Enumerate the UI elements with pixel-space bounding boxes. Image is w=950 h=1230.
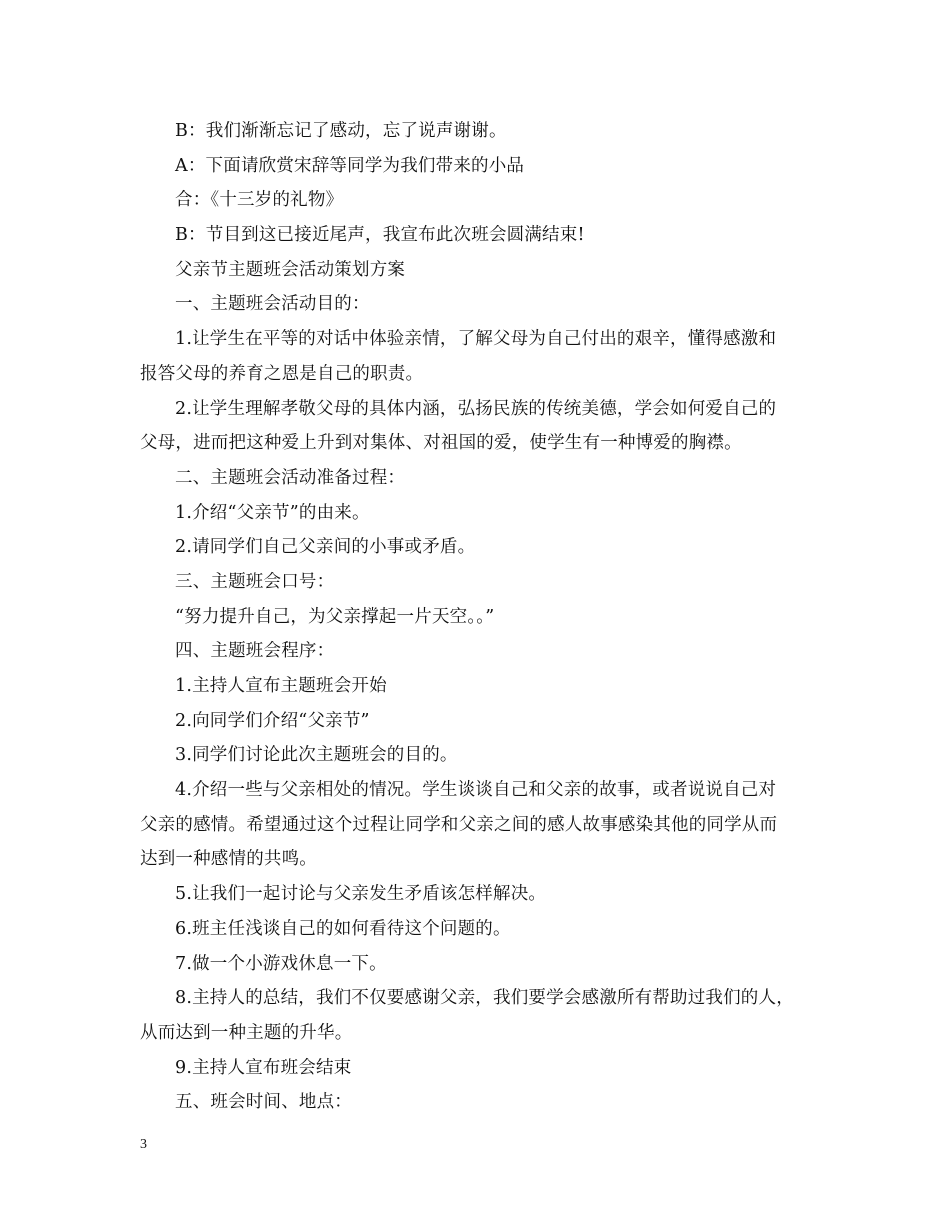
- text-line: 2.请同学们自己父亲间的小事或矛盾。: [175, 537, 476, 558]
- page-number: 3: [140, 1137, 147, 1152]
- text-line: 4.介绍一些与父亲相处的情况。学生谈谈自己和父亲的故事，或者说说自己对: [175, 780, 777, 801]
- text-line: 达到一种感情的共鸣。: [140, 849, 317, 870]
- document-body: [140, 114, 830, 1120]
- text-line: 1.主持人宣布主题班会开始: [175, 676, 387, 696]
- text-line: 一、主题班会活动目的：: [175, 294, 370, 315]
- text-line: 5.让我们一起讨论与父亲发生矛盾该怎样解决。: [175, 884, 547, 905]
- text-line: 父亲的感情。希望通过这个过程让同学和父亲之间的感人故事感染其他的同学从而: [140, 814, 778, 835]
- text-line: B：我们渐渐忘记了感动，忘了说声谢谢。: [175, 121, 507, 141]
- text-line: B：节目到这已接近尾声，我宣布此次班会圆满结束!: [175, 225, 585, 246]
- text-line: 8.主持人的总结，我们不仅要感谢父亲，我们要学会感激所有帮助过我们的人，: [175, 988, 794, 1009]
- text-line: 二、主题班会活动准备过程：: [175, 467, 406, 488]
- text-line: A：下面请欣赏宋辞等同学为我们带来的小品: [175, 155, 525, 176]
- text-line: 从而达到一种主题的升华。: [140, 1022, 353, 1043]
- text-line: 7.做一个小游戏休息一下。: [175, 953, 387, 974]
- text-line: 3.同学们讨论此次主题班会的目的。: [175, 745, 458, 766]
- text-line: 6.班主任浅谈自己的如何看待这个问题的。: [175, 918, 511, 939]
- text-line: 2.向同学们介绍“父亲节”: [175, 710, 370, 731]
- text-line: 父母，进而把这种爱上升到对集体、对祖国的爱，使学生有一种博爱的胸襟。: [140, 433, 742, 454]
- text-line: 报答父母的养育之恩是自己的职责。: [140, 363, 424, 384]
- text-line: “努力提升自己，为父亲撑起一片天空。。”: [175, 606, 495, 627]
- text-line: 2.让学生理解孝敬父母的具体内涵，弘扬民族的传统美德，学会如何爱自己的: [175, 398, 777, 419]
- text-line: 三、主题班会口号：: [175, 571, 335, 592]
- text-line: 9.主持人宣布班会结束: [175, 1057, 352, 1078]
- text-line: 1.让学生在平等的对话中体验亲情，了解父母为自己付出的艰辛，懂得感激和: [175, 329, 777, 350]
- text-line: 1.介绍“父亲节”的由来。: [175, 502, 370, 523]
- text-line: 四、主题班会程序：: [175, 641, 335, 662]
- text-line: 五、班会时间、地点：: [175, 1092, 352, 1113]
- text-line: 合：《十三岁的礼物》: [175, 190, 344, 211]
- text-line: 父亲节主题班会活动策划方案: [175, 259, 406, 280]
